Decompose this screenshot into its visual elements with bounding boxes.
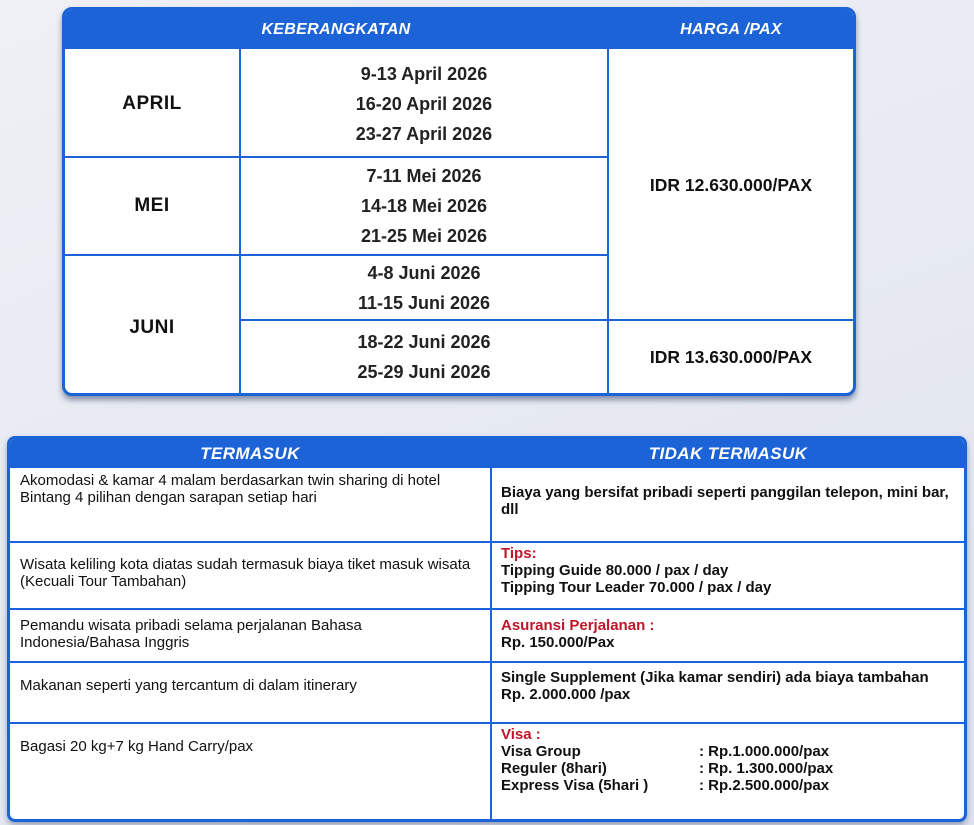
date-item: 4-8 Juni 2026 [367,262,481,283]
tips-title: Tips: [501,545,537,562]
juni-dates-first [241,256,607,319]
included-item: Bagasi 20 kg+7 kg Hand Carry/pax [20,738,254,755]
visa-row [501,760,954,777]
month-juni: JUNI [129,316,175,338]
insurance-value: Rp. 150.000/Pax [501,634,615,651]
date-item: 14-18 Mei 2026 [360,196,488,216]
mei-dates [241,158,607,254]
inclusion-table-header [10,439,964,468]
date-item: 23-27 April 2026 [355,123,493,144]
insurance-title: Asuransi Perjalanan : [501,617,655,634]
juni-dates-second [241,321,607,393]
included-item: Pemandu wisata pribadi selama perjalanan Bahasa Indonesia/Bahasa Inggris [20,617,362,651]
excluded-insurance [492,615,964,661]
visa-price: : Rp.1.000.000/pax [699,743,830,760]
excluded-header-label: TIDAK TERMASUK [648,444,808,463]
visa-label: Reguler (8hari) [501,760,607,777]
visa-label: Express Visa (5hari ) [501,777,649,794]
visa-row [501,743,954,760]
date-item: 21-25 Mei 2026 [360,226,488,246]
departure-price-table [62,7,856,396]
grid-line [10,661,967,663]
date-item: 9-13 April 2026 [360,63,488,84]
included-item: Wisata keliling kota diatas sudah termasuk biaya tiket masuk wisata (Kecuali Tour Tambahan) [20,556,471,590]
excluded-personal [492,470,964,541]
month-april: APRIL [122,92,182,114]
tips-line: Tipping Tour Leader 70.000 / pax / day [501,579,772,596]
inclusion-table [7,436,967,822]
grid-line [10,608,967,610]
included-item: Akomodasi & kamar 4 malam berdasarkan twin sharing di hotel Bintang 4 pilihan dengan sarapan setiap hari [20,472,441,506]
visa-label: Visa Group [501,743,581,760]
april-dates [241,51,607,156]
date-item: 11-15 Juni 2026 [357,292,491,313]
departure-header-label: KEBERANGKATAN [261,21,411,38]
included-header-label: TERMASUK [200,444,300,463]
excluded-tips [492,543,964,608]
visa-row [501,777,954,794]
date-item: 25-29 Juni 2026 [357,362,491,382]
single-supplement-text: Single Supplement (Jika kamar sendiri) ada biaya tambahan Rp. 2.000.000 /pax [501,669,929,703]
price-late-june: IDR 13.630.000/PAX [649,346,813,367]
month-mei: MEI [134,195,170,216]
excluded-visa [492,724,964,822]
visa-price: : Rp. 1.300.000/pax [699,760,834,777]
tips-line: Tipping Guide 80.000 / pax / day [501,562,729,579]
price-header-label: HARGA /PAX [680,21,782,38]
date-item: 18-22 Juni 2026 [357,332,491,352]
price-standard: IDR 12.630.000/PAX [649,174,813,195]
visa-price: : Rp.2.500.000/pax [699,777,830,794]
excluded-single-supplement [492,667,964,722]
excluded-personal-text: Biaya yang bersifat pribadi seperti panggilan telepon, mini bar, dll [501,484,949,518]
date-item: 16-20 April 2026 [355,93,493,114]
date-item: 7-11 Mei 2026 [366,166,482,186]
visa-title: Visa : [501,726,541,743]
departure-table-header [65,10,853,49]
included-item: Makanan seperti yang tercantum di dalam itinerary [20,677,357,694]
